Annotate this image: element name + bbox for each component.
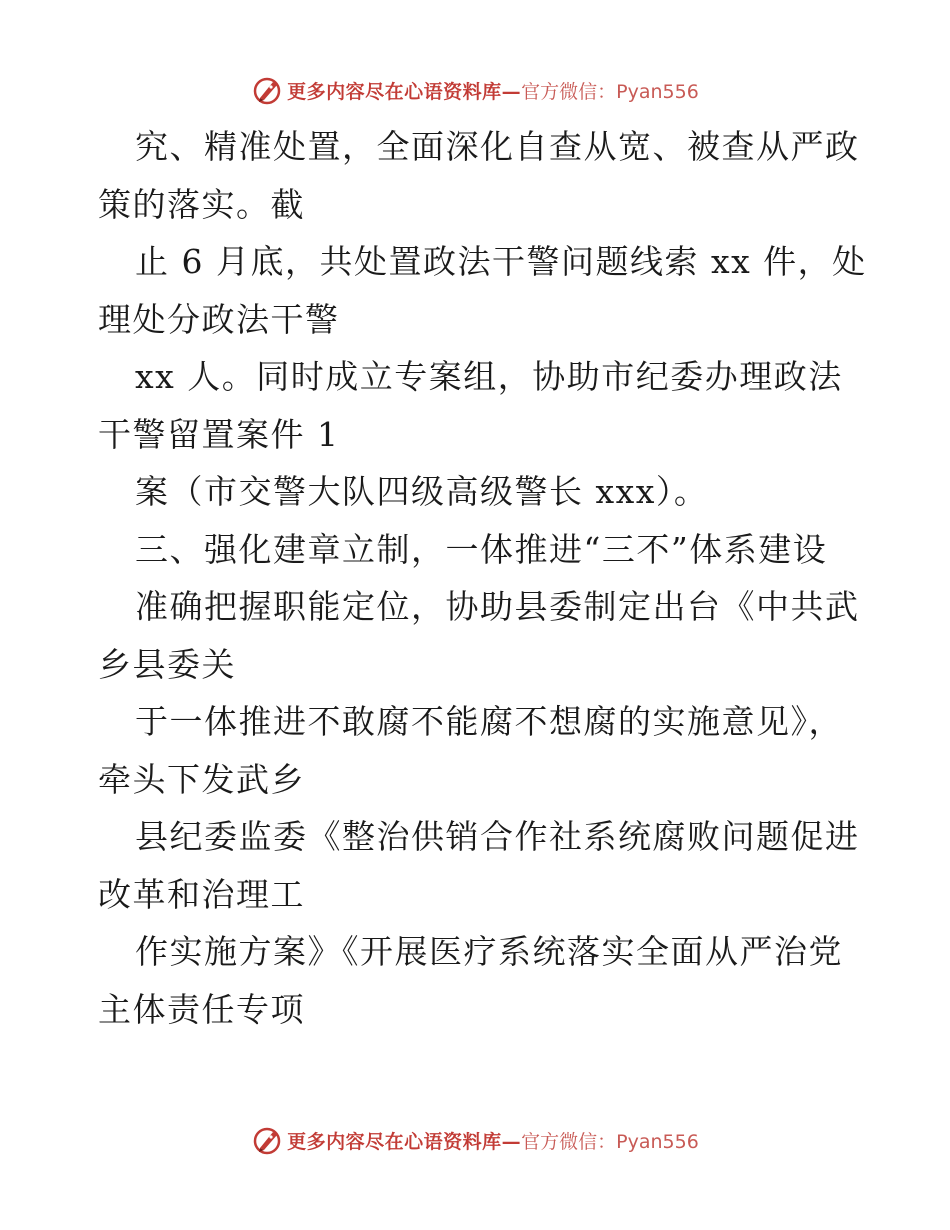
- pen-nib-circle-icon: [251, 74, 283, 106]
- paragraph-line: 策的落实。截: [98, 184, 305, 224]
- header-banner: [0, 70, 950, 110]
- paragraph-line: 牵头下发武乡: [98, 759, 305, 799]
- banner-title: 更多内容尽在心语资料库—: [287, 80, 522, 103]
- paragraph-line: 乡县委关: [98, 644, 236, 684]
- banner-wechat: 官方微信：Pyan556: [521, 1130, 699, 1153]
- banner-title: 更多内容尽在心语资料库—: [287, 1130, 522, 1153]
- paragraph-line: 主体责任专项: [98, 989, 305, 1029]
- paragraph-line: 改革和治理工: [98, 874, 305, 914]
- section-heading: 三、强化建章立制，一体推进“三不”体系建设: [135, 529, 828, 569]
- paragraph-line: xx 人。同时成立专案组，协助市纪委办理政法: [135, 357, 843, 396]
- pen-nib-circle-icon: [251, 1124, 283, 1156]
- paragraph-line: 于一体推进不敢腐不能腐不想腐的实施意见》，: [135, 702, 843, 741]
- footer-banner: [0, 1120, 950, 1160]
- paragraph-line: 理处分政法干警: [98, 299, 340, 339]
- paragraph-line: 究、精准处置，全面深化自查从宽、被查从严政: [135, 127, 860, 166]
- paragraph-line: 县纪委监委《整治供销合作社系统腐败问题促进: [135, 817, 860, 856]
- paragraph-line: 案（市交警大队四级高级警长 xxx）。: [135, 472, 709, 511]
- document-body: [98, 118, 867, 1038]
- paragraph-line: 准确把握职能定位，协助县委制定出台《中共武: [135, 587, 860, 626]
- paragraph-line: 止 6 月底，共处置政法干警问题线索 xx 件，处: [135, 242, 867, 281]
- banner-wechat: 官方微信：Pyan556: [521, 80, 699, 103]
- paragraph-line: 干警留置案件 1: [98, 414, 340, 454]
- paragraph-line: 作实施方案》《开展医疗系统落实全面从严治党: [135, 932, 843, 971]
